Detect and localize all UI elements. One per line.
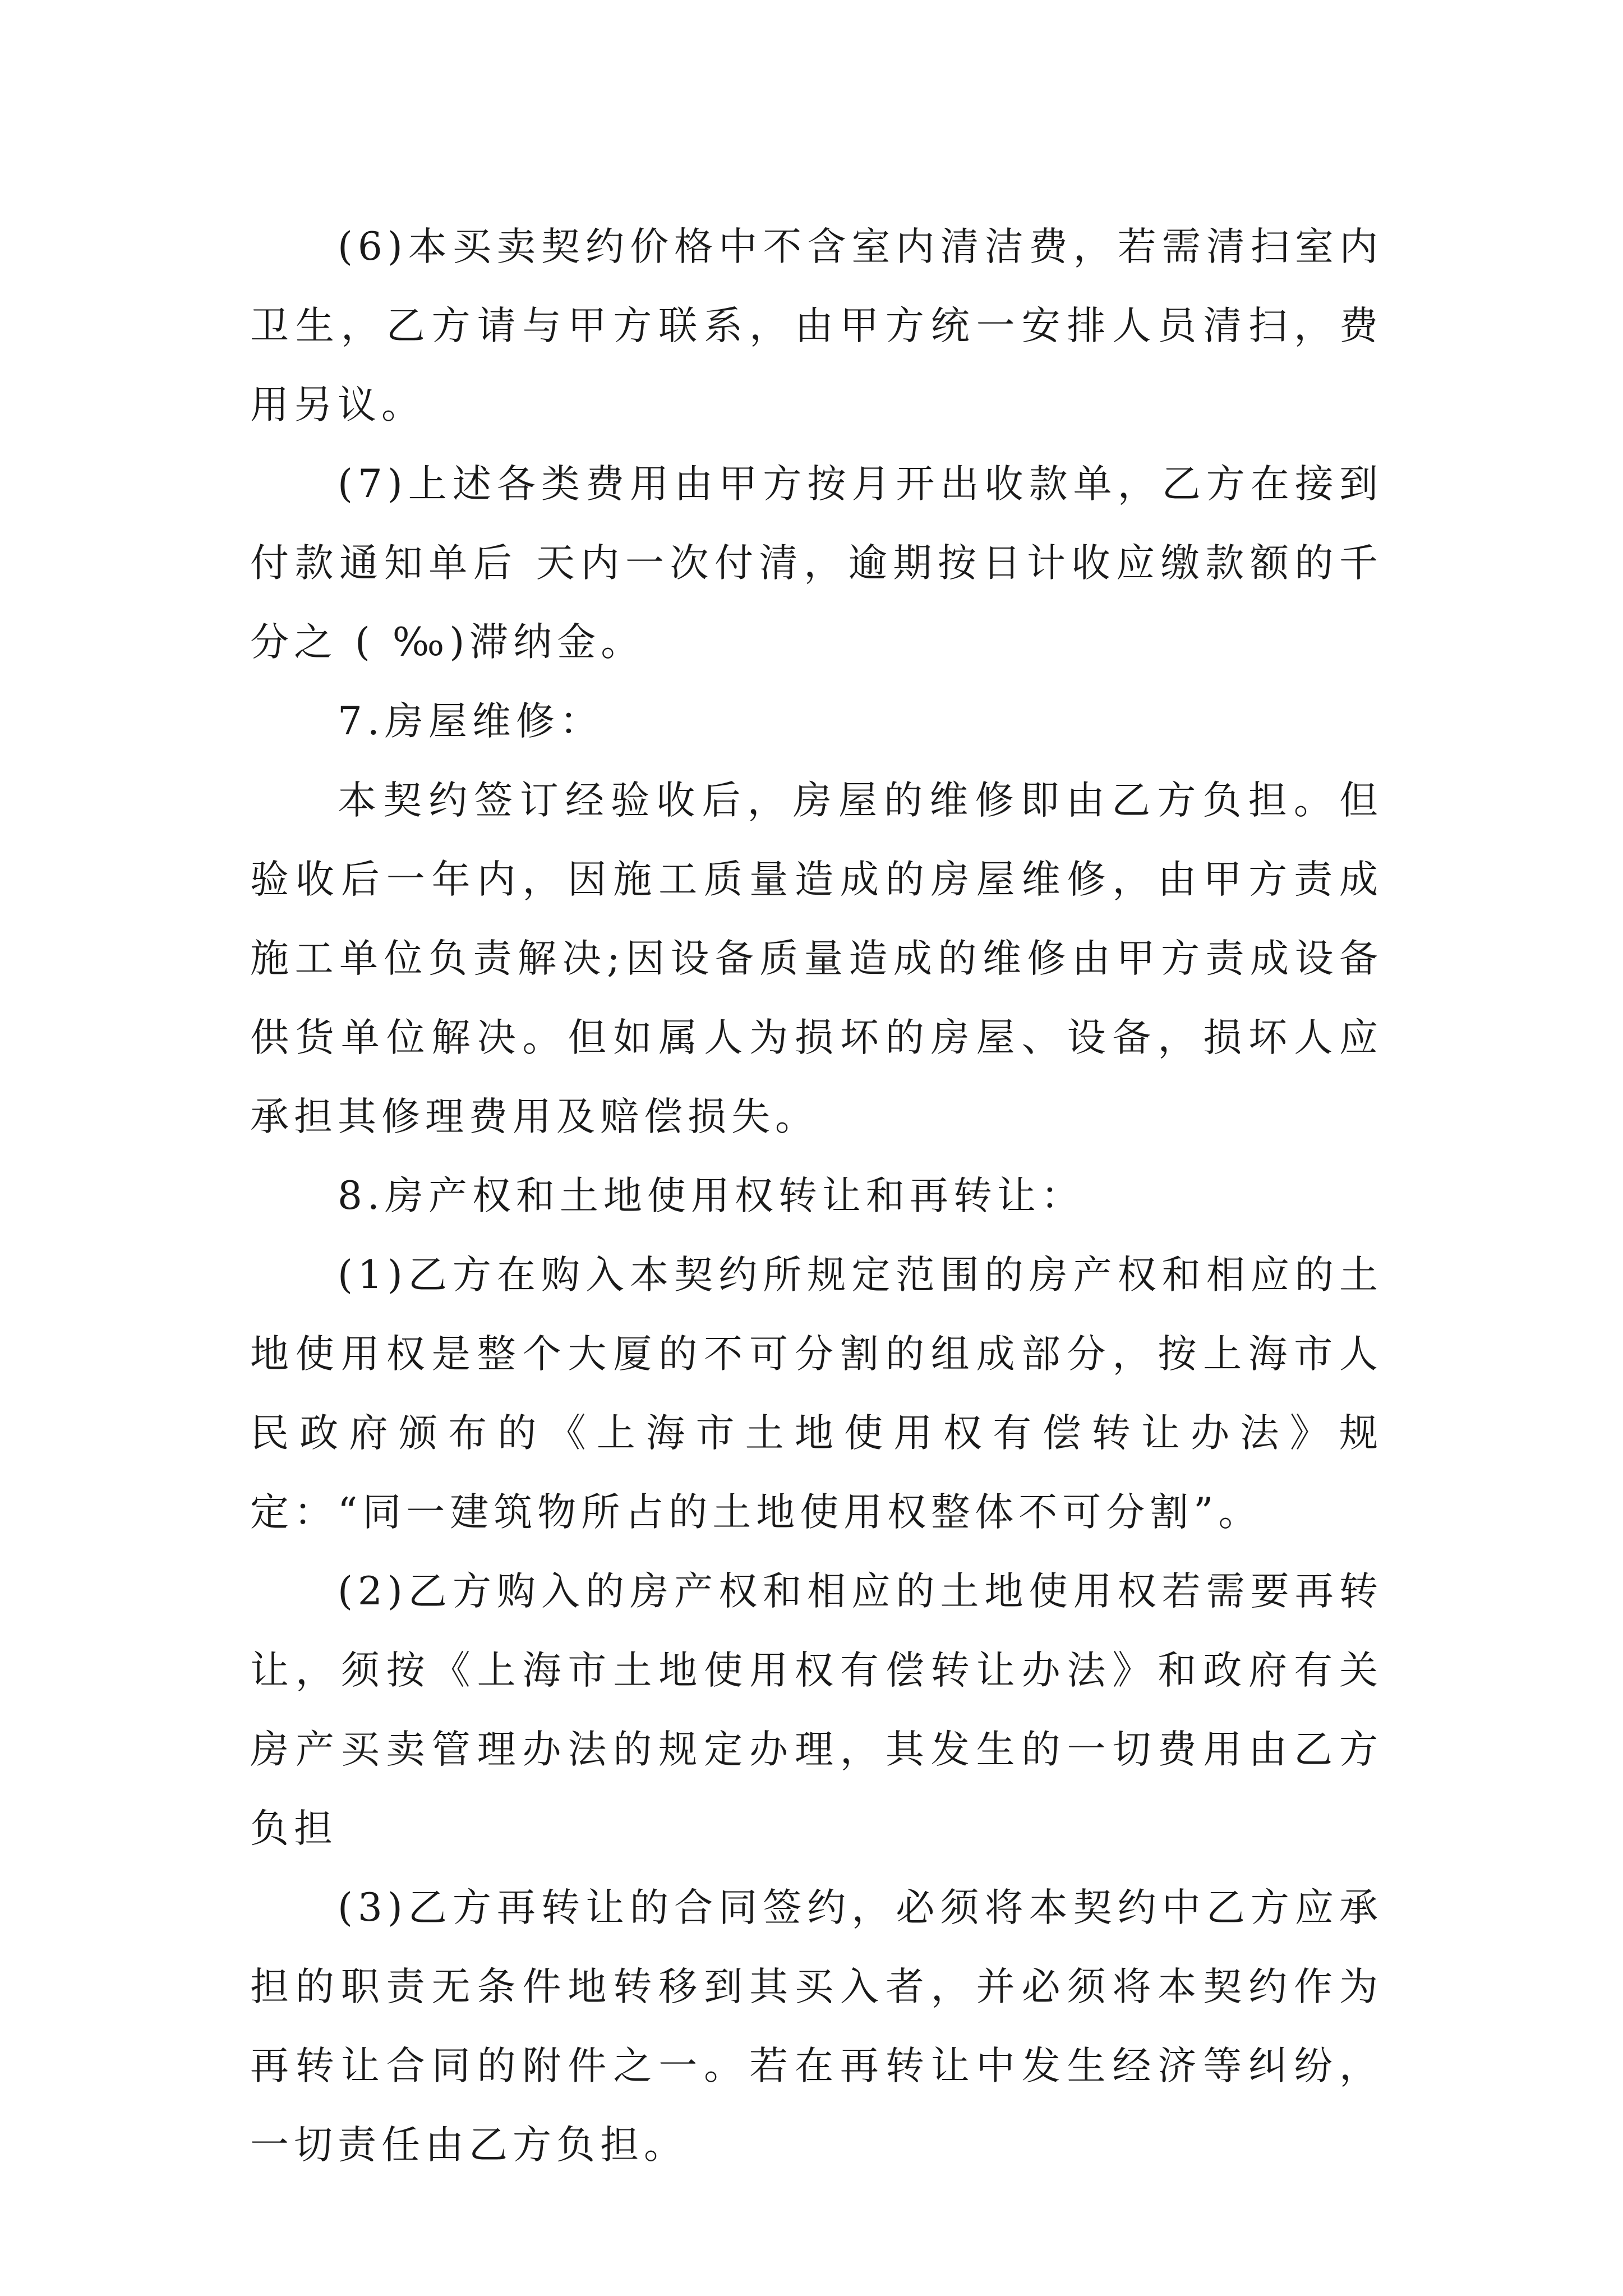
section-8-clause-2: (2)乙方购入的房产权和相应的土地使用权若需要再转让，须按《上海市土地使用权有偿转让办法》和政府有关房产买卖管理办法的规定办理，其发生的一切费用由乙方负担 xyxy=(250,1569,1383,1851)
clause-6-cleaning-fee: (6)本买卖契约价格中不含室内清洁费，若需清扫室内卫生，乙方请与甲方联系，由甲方统一安排人员清扫，费用另议。 xyxy=(250,224,1383,427)
clause-7-payment-terms: (7)上述各类费用由甲方按月开出收款单，乙方在接到付款通知单后 天内一次付清，逾期按日计收应缴款额的千分之 ( ‰)滞纳金。 xyxy=(250,462,1383,665)
section-8-heading: 8.房产权和土地使用权转让和再转让： xyxy=(338,1174,1085,1218)
section-7-maintenance-text: 本契约签订经验收后，房屋的维修即由乙方负担。但验收后一年内，因施工质量造成的房屋维修，由甲方责成施工单位负责解决;因设备质量造成的维修由甲方责成设备供货单位解决。但如属人为损坏的房屋、设备，损坏人应承担其修理费用及赔偿损失。 xyxy=(250,778,1383,1139)
section-7-heading: 7.房屋维修： xyxy=(338,699,603,744)
document-body xyxy=(250,208,1383,2185)
section-8-clause-1: (1)乙方在购入本契约所规定范围的房产权和相应的土地使用权是整个大厦的不可分割的组成部分，按上海市人民政府颁布的《上海市土地使用权有偿转让办法》规定：“同一建筑物所占的土地使用权整体不可分割”。 xyxy=(250,1253,1383,1535)
section-8-clause-3: (3)乙方再转让的合同签约，必须将本契约中乙方应承担的职责无条件地转移到其买入者，并必须将本契约作为再转让合同的附件之一。若在再转让中发生经济等纠纷，一切责任由乙方负担。 xyxy=(250,1885,1383,2168)
